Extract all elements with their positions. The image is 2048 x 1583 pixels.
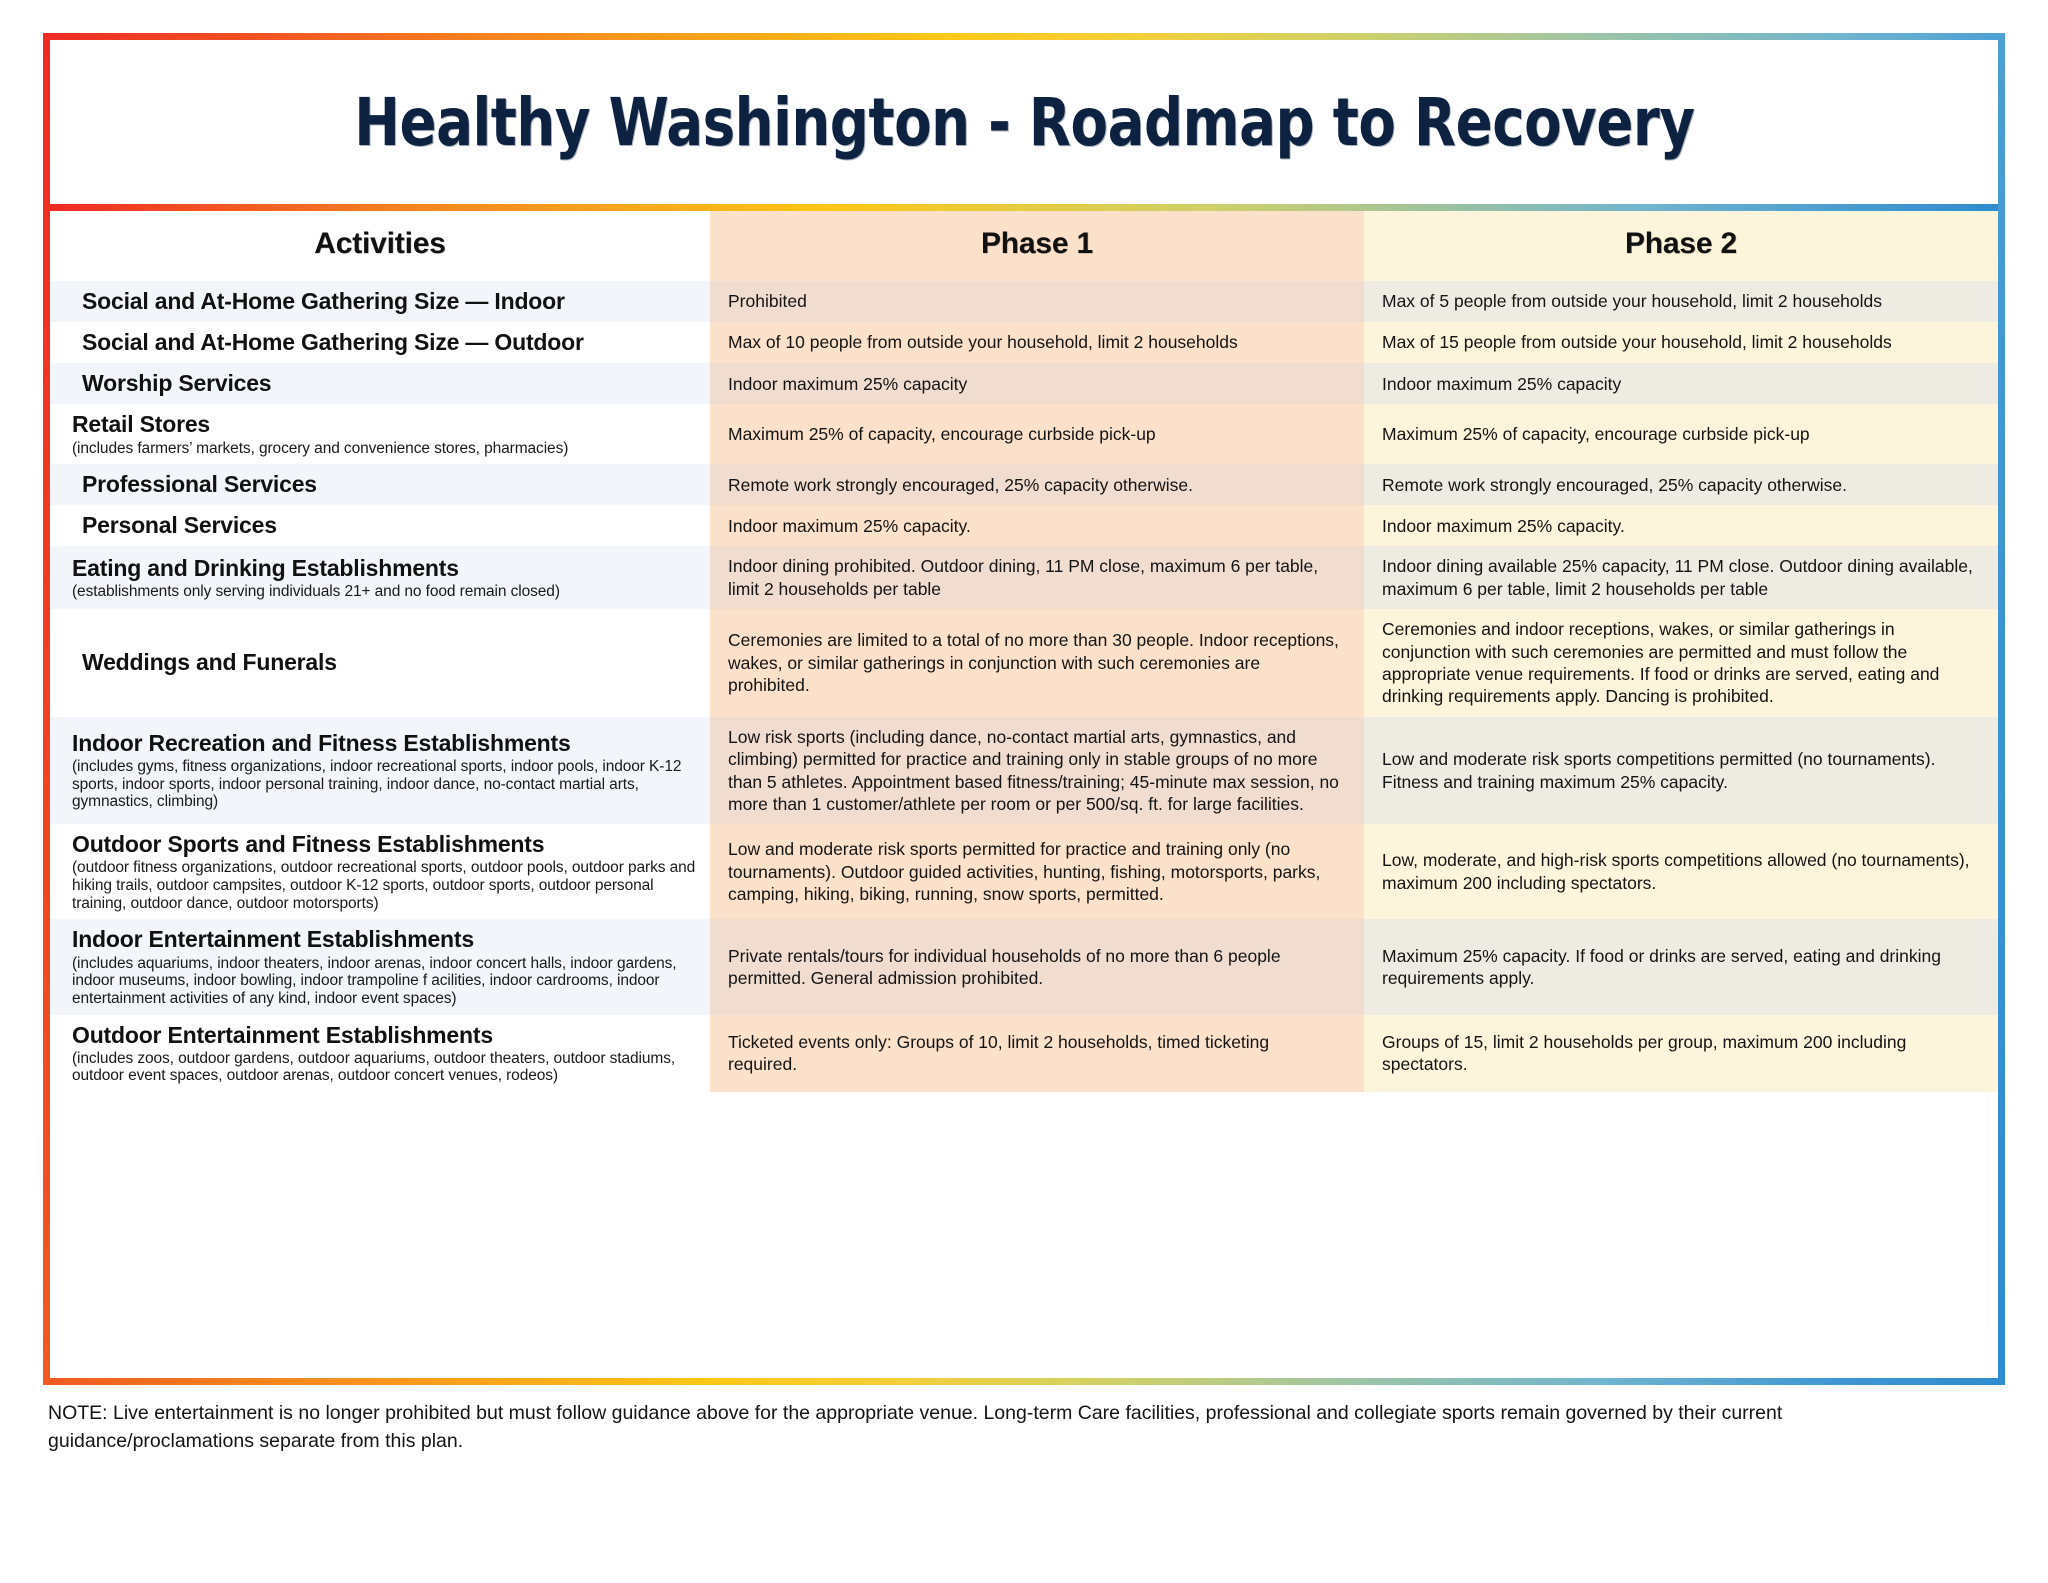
table-header bbox=[50, 211, 1998, 281]
table-header-row bbox=[50, 211, 1998, 281]
phase-1-cell: Indoor maximum 25% capacity bbox=[710, 363, 1364, 404]
activity-detail: (includes zoos, outdoor gardens, outdoor aquariums, outdoor theaters, outdoor stadiums, outdoor event spaces, outdoor arenas, outdoor concert venues, rodeos) bbox=[72, 1049, 676, 1085]
activity-title: Indoor Entertainment Establishments bbox=[72, 926, 474, 953]
title-divider-rule bbox=[50, 204, 1998, 211]
activity-title: Personal Services bbox=[82, 512, 277, 539]
phase-1-cell: Max of 10 people from outside your household, limit 2 households bbox=[710, 322, 1364, 363]
activity-title: Social and At-Home Gathering Size — Indoor bbox=[82, 288, 565, 314]
activity-title: Professional Services bbox=[82, 471, 317, 498]
phase-2-cell: Low and moderate risk sports competitions permitted (no tournaments). Fitness and training maximum 25% capacity. bbox=[1364, 717, 1998, 825]
activity-title: Social and At-Home Gathering Size — Outdoor bbox=[82, 329, 584, 356]
activity-title: Eating and Drinking Establishments bbox=[72, 554, 459, 581]
phase-2-cell: Max of 15 people from outside your household, limit 2 households bbox=[1364, 322, 1998, 363]
phase-1-cell: Indoor maximum 25% capacity. bbox=[710, 505, 1364, 546]
table-row bbox=[50, 404, 1998, 464]
column-header-phase-1: Phase 1 bbox=[710, 211, 1364, 281]
footer-note: NOTE: Live entertainment is no longer prohibited but must follow guidance above for the appropriate venue. Long-term Care facilities, professional and collegiate sports remain governed by their current guidance/proclamations separate from this plan. bbox=[48, 1402, 1783, 1452]
table-row bbox=[50, 717, 1998, 825]
activity-cell bbox=[50, 464, 710, 505]
phase-2-cell: Indoor maximum 25% capacity bbox=[1364, 363, 1998, 404]
table-row bbox=[50, 322, 1998, 363]
activity-cell bbox=[50, 717, 710, 825]
column-header-activities: Activities bbox=[50, 211, 710, 281]
table-row bbox=[50, 1015, 1998, 1092]
activity-cell bbox=[50, 505, 710, 546]
activity-detail: (includes aquariums, indoor theaters, indoor arenas, indoor concert halls, indoor gardens, indoor museums, indoor bowling, indoor trampoline f acilities, indoor cardrooms, indoor entertainment activities of any kind, indoor event spaces) bbox=[72, 954, 677, 1007]
phase-2-cell: Ceremonies and indoor receptions, wakes, or similar gatherings in conjunction with such ceremonies are permitted and must follow the appropriate venue requirements. If food or drinks are served, eating and drinking requirements apply. Dancing is prohibited. bbox=[1364, 609, 1998, 717]
phase-2-cell: Remote work strongly encouraged, 25% capacity otherwise. bbox=[1364, 464, 1998, 505]
table-row bbox=[50, 281, 1998, 322]
phase-2-cell: Maximum 25% capacity. If food or drinks are served, eating and drinking requirements apply. bbox=[1364, 919, 1998, 1014]
phase-1-cell: Private rentals/tours for individual households of no more than 6 people permitted. General admission prohibited. bbox=[710, 919, 1364, 1014]
table-row bbox=[50, 546, 1998, 609]
activity-title: Weddings and Funerals bbox=[82, 649, 337, 676]
activity-cell bbox=[50, 546, 710, 609]
phase-2-cell: Indoor maximum 25% capacity. bbox=[1364, 505, 1998, 546]
activity-title: Indoor Recreation and Fitness Establishments bbox=[72, 729, 571, 756]
phase-2-cell: Low, moderate, and high-risk sports competitions allowed (no tournaments), maximum 200 including spectators. bbox=[1364, 824, 1998, 919]
table-body bbox=[50, 281, 1998, 1092]
activity-cell bbox=[50, 824, 710, 919]
table-row bbox=[50, 363, 1998, 404]
activity-title: Retail Stores bbox=[72, 411, 211, 438]
phase-1-cell: Maximum 25% of capacity, encourage curbside pick-up bbox=[710, 404, 1364, 464]
activity-cell bbox=[50, 919, 710, 1014]
table-row bbox=[50, 609, 1998, 717]
phase-2-cell: Groups of 15, limit 2 households per group, maximum 200 including spectators. bbox=[1364, 1015, 1998, 1092]
activity-cell bbox=[50, 609, 710, 717]
title-band bbox=[50, 40, 1998, 204]
phases-table-container bbox=[50, 211, 1998, 1378]
phase-1-cell: Low and moderate risk sports permitted for practice and training only (no tournaments). Outdoor guided activities, hunting, fishing, motorsports, parks, camping, hiking, biking, running, snow sports, permitted. bbox=[710, 824, 1364, 919]
phase-1-cell: Ticketed events only: Groups of 10, limit 2 households, timed ticketing required. bbox=[710, 1015, 1364, 1092]
phases-table bbox=[50, 211, 1998, 1092]
activity-detail: (establishments only serving individuals 21+ and no food remain closed) bbox=[72, 583, 560, 601]
phase-2-cell: Maximum 25% of capacity, encourage curbside pick-up bbox=[1364, 404, 1998, 464]
phase-2-cell: Max of 5 people from outside your household, limit 2 households bbox=[1364, 281, 1998, 322]
phase-2-cell: Indoor dining available 25% capacity, 11 PM close. Outdoor dining available, maximum 6 per table, limit 2 households per table bbox=[1364, 546, 1998, 609]
activity-title: Outdoor Entertainment Establishments bbox=[72, 1021, 493, 1048]
table-row bbox=[50, 505, 1998, 546]
activity-cell bbox=[50, 1015, 710, 1092]
column-header-phase-2: Phase 2 bbox=[1364, 211, 1998, 281]
page-title: Healthy Washington - Roadmap to Recovery bbox=[353, 83, 1695, 161]
activity-detail: (includes farmers’ markets, grocery and convenience stores, pharmacies) bbox=[72, 439, 569, 457]
phase-1-cell: Prohibited bbox=[710, 281, 1364, 322]
activity-cell bbox=[50, 322, 710, 363]
activity-cell bbox=[50, 404, 710, 464]
activity-detail: (includes gyms, fitness organizations, indoor recreational sports, indoor pools, indoor K-12 sports, indoor sports, indoor personal training, indoor dance, no-contact martial arts, gymnastics, climbing) bbox=[72, 758, 682, 811]
phase-1-cell: Low risk sports (including dance, no-contact martial arts, gymnastics, and climbing) permitted for practice and training only in stable groups of no more than 5 athletes. Appointment based fitness/training; 45-minute max session, no more than 1 customer/athlete per room or per 500/sq. ft. for large facilities. bbox=[710, 717, 1364, 825]
phase-1-cell: Indoor dining prohibited. Outdoor dining, 11 PM close, maximum 6 per table, limit 2 households per table bbox=[710, 546, 1364, 609]
table-row bbox=[50, 919, 1998, 1014]
activity-title: Worship Services bbox=[82, 370, 272, 397]
activity-title: Outdoor Sports and Fitness Establishments bbox=[72, 831, 545, 858]
phase-1-cell: Ceremonies are limited to a total of no more than 30 people. Indoor receptions, wakes, or similar gatherings in conjunction with such ceremonies are prohibited. bbox=[710, 609, 1364, 717]
activity-cell bbox=[50, 363, 710, 404]
table-row bbox=[50, 464, 1998, 505]
table-row bbox=[50, 824, 1998, 919]
activity-cell bbox=[50, 281, 710, 322]
phase-1-cell: Remote work strongly encouraged, 25% capacity otherwise. bbox=[710, 464, 1364, 505]
activity-detail: (outdoor fitness organizations, outdoor recreational sports, outdoor pools, outdoor parks and hiking trails, outdoor campsites, outdoor K-12 sports, outdoor sports, outdoor personal training, outdoor dance, outdoor motorsports) bbox=[72, 859, 696, 912]
